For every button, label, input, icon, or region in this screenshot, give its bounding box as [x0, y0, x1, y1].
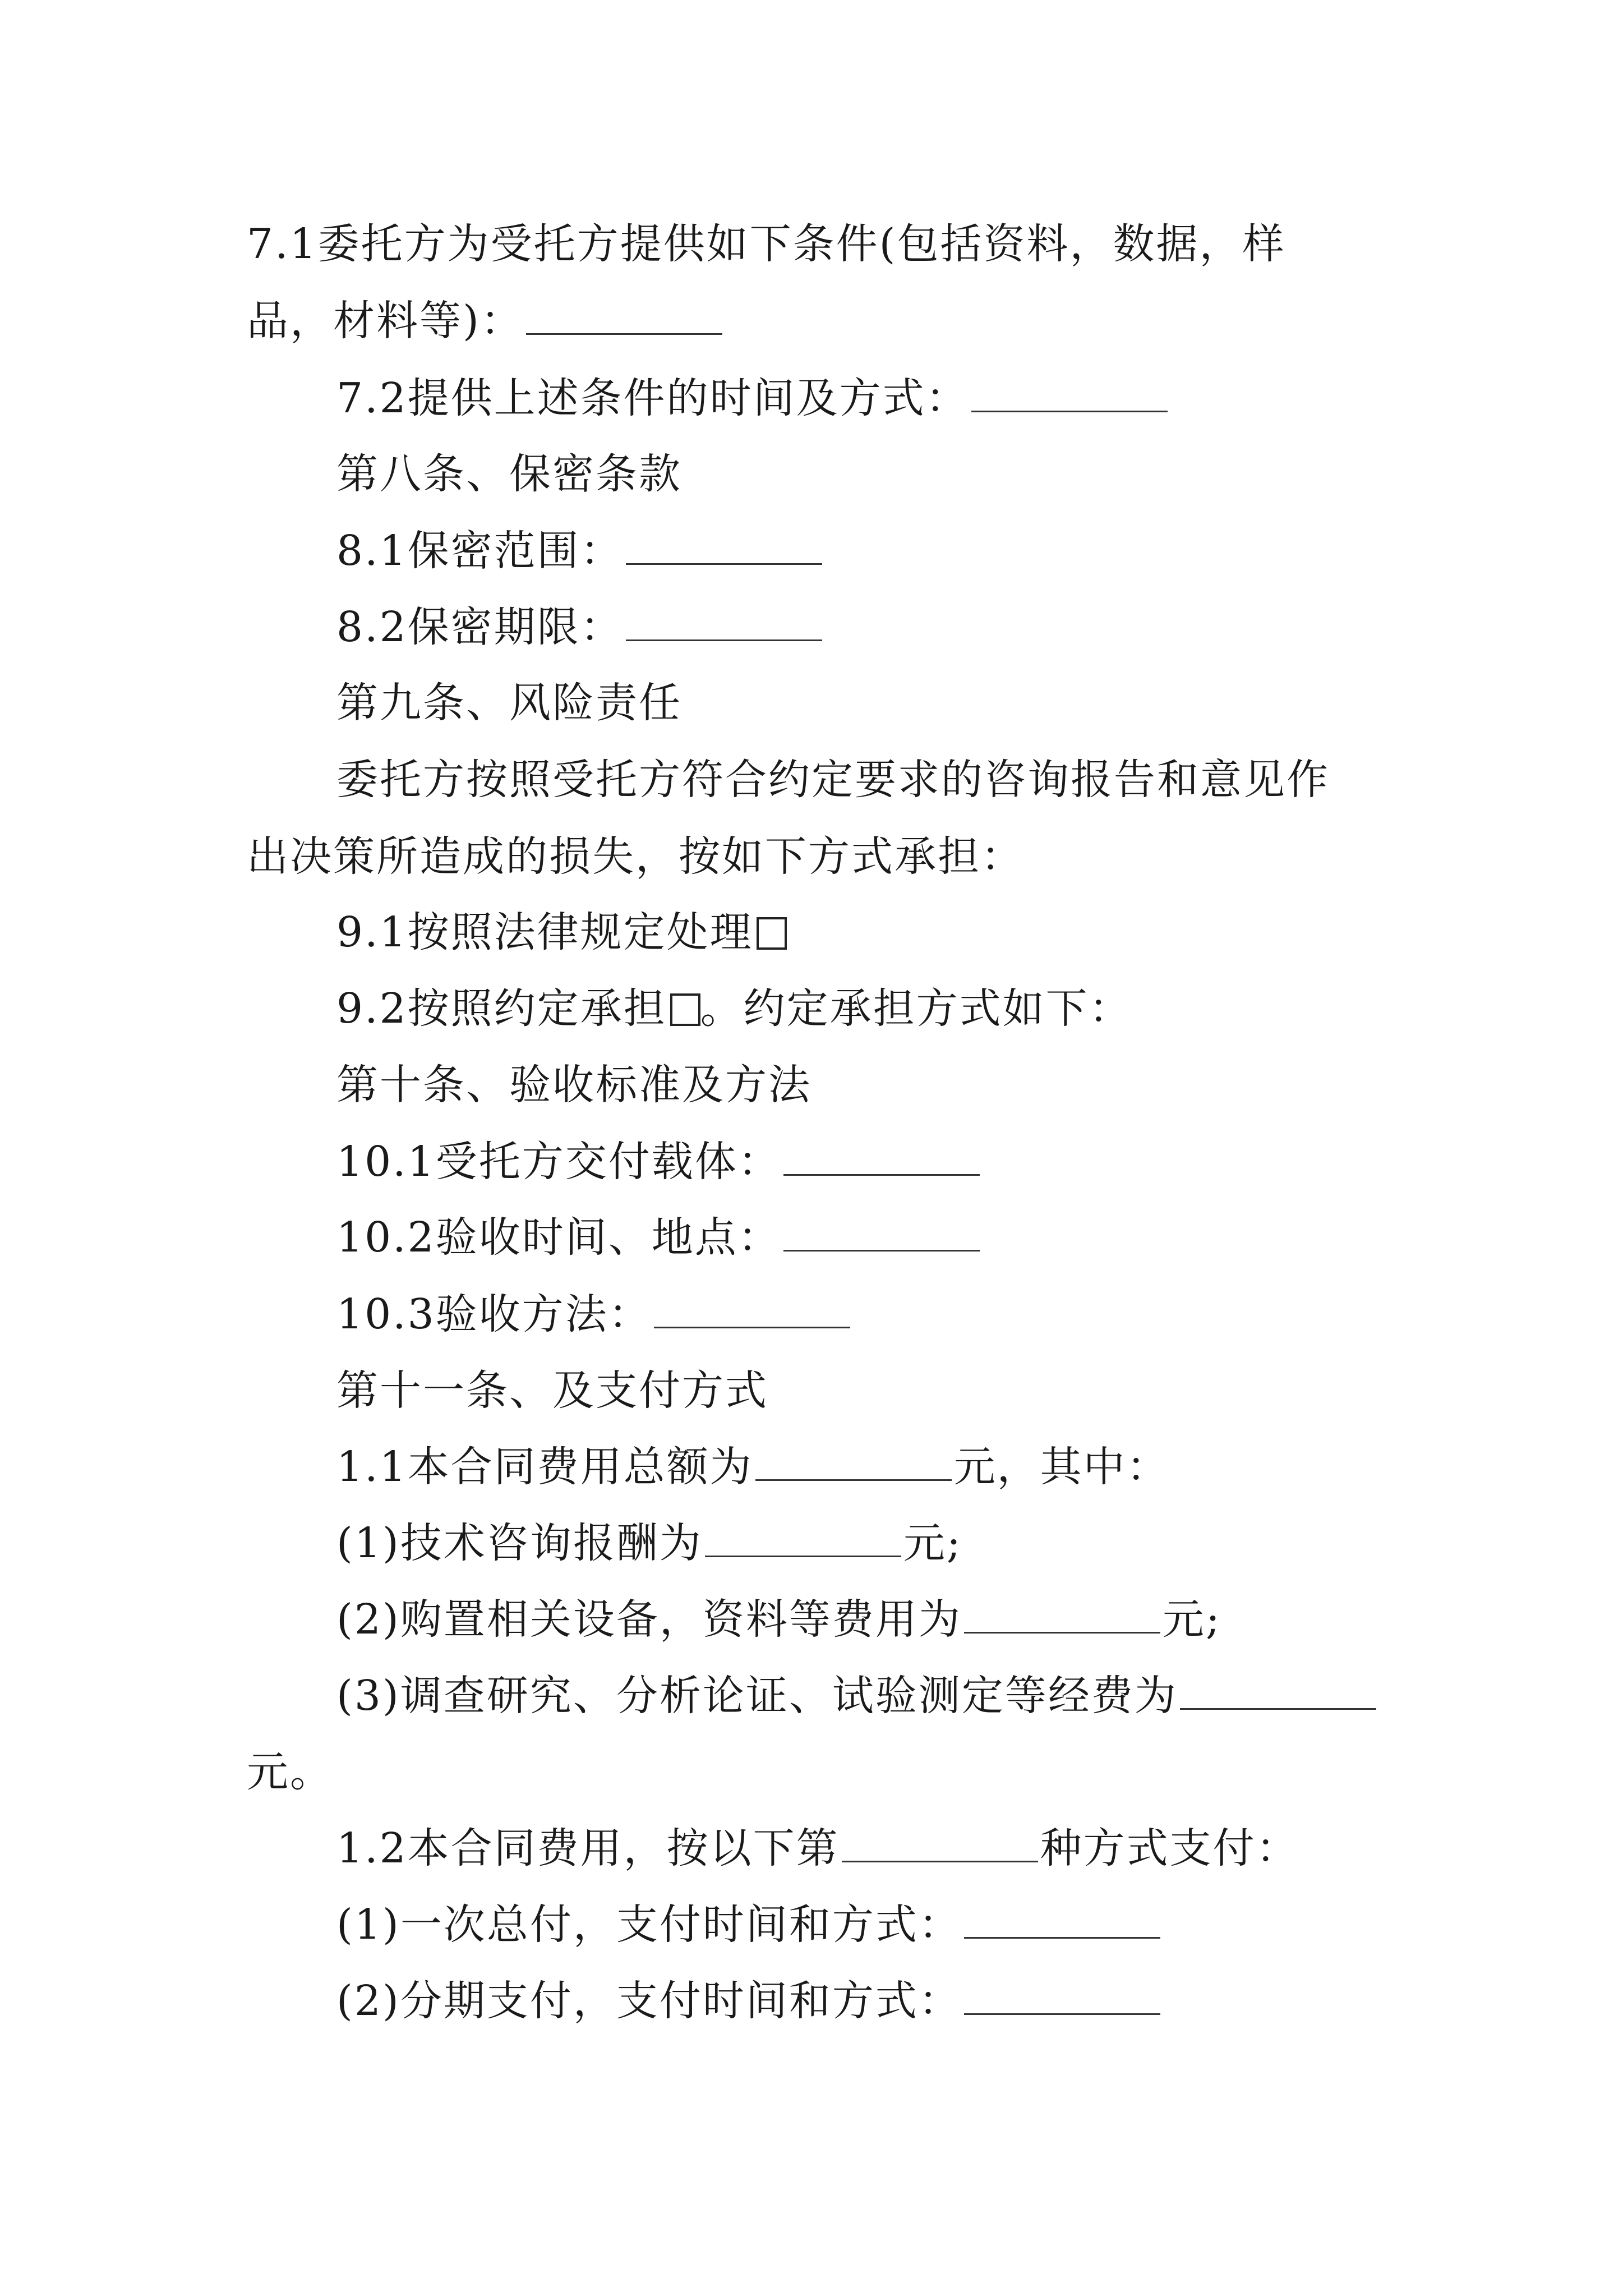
- text: 8.2保密期限：: [336, 603, 624, 651]
- fill-blank[interactable]: [1180, 1677, 1376, 1710]
- fill-blank[interactable]: [964, 1906, 1160, 1939]
- clause-7-2: [336, 373, 1486, 424]
- clause-10-2: [336, 1212, 1486, 1263]
- clause-8-1: [336, 526, 1486, 576]
- text: 出决策所造成的损失，按如下方式承担：: [247, 832, 1024, 881]
- article-8-heading: [336, 449, 1486, 499]
- clause-1-1: [336, 1442, 1486, 1492]
- item-2: [336, 1594, 1486, 1645]
- text: (3)调查研究、分析论证、试验测定等经费为: [336, 1672, 1178, 1720]
- text: (2)分期支付，支付时间和方式：: [336, 1977, 962, 2025]
- clause-1-2: [336, 1823, 1486, 1874]
- text: (1)一次总付，支付时间和方式：: [336, 1901, 962, 1949]
- fill-blank[interactable]: [705, 1524, 901, 1557]
- article-10-heading: [336, 1060, 1486, 1110]
- text: 10.1受托方交付载体：: [336, 1138, 781, 1186]
- item-1: [336, 1518, 1486, 1568]
- article-9-heading: [336, 678, 1486, 728]
- fill-blank[interactable]: [654, 1295, 850, 1328]
- fill-blank[interactable]: [755, 1448, 952, 1481]
- fill-blank[interactable]: [783, 1218, 980, 1251]
- text: 9.2按照约定承担: [336, 984, 667, 1033]
- text: 委托方按照受托方符合约定要求的咨询报告和意见作: [336, 756, 1330, 804]
- text: 1.2本合同费用，按以下第: [336, 1824, 840, 1872]
- checkbox[interactable]: [670, 993, 700, 1026]
- fill-blank[interactable]: [783, 1143, 980, 1176]
- text: 元;: [1162, 1595, 1221, 1644]
- fill-blank[interactable]: [626, 532, 822, 565]
- text: 1.1本合同费用总额为: [336, 1443, 753, 1491]
- clause-8-2: [336, 602, 1486, 652]
- text: 第十条、验收标准及方法: [336, 1061, 811, 1109]
- text: (2)购置相关设备，资料等费用为: [336, 1595, 962, 1644]
- clause-7-1-line1: [247, 219, 1396, 269]
- clause-7-1-line2: [247, 296, 1396, 346]
- fill-blank[interactable]: [626, 608, 822, 641]
- fill-blank[interactable]: [971, 379, 1168, 412]
- clause-10-3: [336, 1289, 1486, 1340]
- text: 第九条、风险责任: [336, 679, 682, 727]
- article-11-heading: [336, 1365, 1486, 1416]
- text: 品，材料等)：: [247, 297, 524, 345]
- text: 10.3验收方法：: [336, 1290, 652, 1338]
- text: 7.2提供上述条件的时间及方式：: [336, 374, 969, 422]
- item-3-line2: [247, 1747, 1396, 1797]
- payment-option-2: [336, 1976, 1486, 2026]
- text: 9.1按照法律规定处理: [336, 908, 753, 956]
- fill-blank[interactable]: [526, 302, 722, 335]
- clause-9-1: [336, 907, 1486, 958]
- article-9-body-line2: [247, 831, 1396, 882]
- text: 元。: [247, 1748, 333, 1796]
- text: 第十一条、及支付方式: [336, 1366, 768, 1415]
- clause-10-1: [336, 1137, 1486, 1187]
- text: 7.1委托方为受托方提供如下条件(包括资料，数据，样: [247, 220, 1286, 268]
- fill-blank[interactable]: [964, 1600, 1160, 1634]
- clause-9-2: [336, 983, 1486, 1034]
- text: 种方式支付：: [1040, 1824, 1299, 1872]
- text: 元，其中：: [953, 1443, 1170, 1491]
- fill-blank[interactable]: [842, 1829, 1038, 1862]
- text: 元;: [903, 1519, 962, 1567]
- payment-option-1: [336, 1899, 1486, 1950]
- text: 8.1保密范围：: [336, 527, 624, 575]
- text: 10.2验收时间、地点：: [336, 1213, 781, 1262]
- item-3-line1: [336, 1671, 1486, 1721]
- fill-blank[interactable]: [964, 1982, 1160, 2015]
- text: 第八条、保密条款: [336, 450, 682, 498]
- text: 。约定承担方式如下：: [700, 984, 1132, 1033]
- article-9-body-line1: [336, 754, 1486, 805]
- text: (1)技术咨询报酬为: [336, 1519, 703, 1567]
- checkbox[interactable]: [757, 917, 787, 950]
